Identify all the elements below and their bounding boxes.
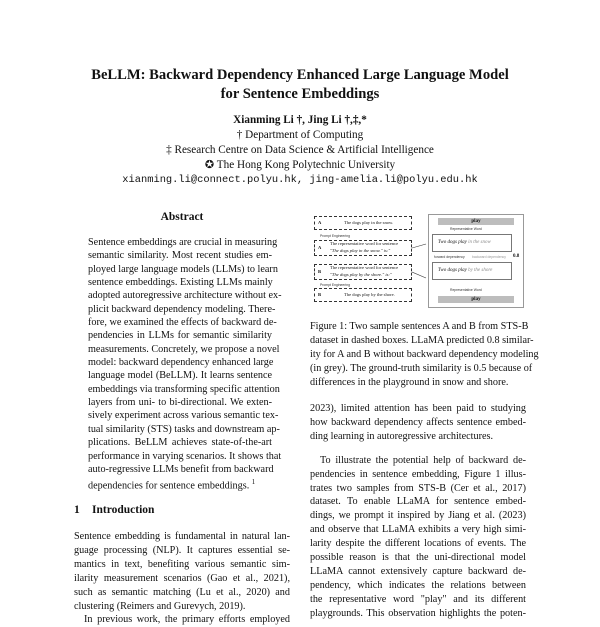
label-a: A — [318, 220, 322, 225]
abstract-line: embeddings via transforming specific attention — [88, 383, 280, 395]
figure-1 — [310, 212, 526, 312]
intro-line: ilarity measurement scenarios (Gao et al., 2021), — [74, 572, 290, 584]
right-line: To illustrate the potential help of backward de- — [320, 454, 526, 466]
right-line: and observe that LLaMA exhibits a very high simi- — [310, 524, 526, 536]
right-line: the representative word "play" and its different — [310, 593, 526, 605]
abstract-last-text: dependencies for sentence embeddings. — [88, 480, 250, 492]
caption-line: dataset in dashed boxes. LLaMA predicted 0.8 similar- — [310, 334, 534, 346]
prompt-a-line-2: "The dogs play in the snow." is:" — [330, 248, 391, 253]
affiliation-2: ‡ Research Centre on Data Science & Artificial Intelligence — [166, 144, 434, 156]
phrase-b-light: by the shore — [468, 268, 493, 273]
prompt-b-line-1: The representative word for sentence — [330, 265, 399, 270]
section-number: 1 — [74, 504, 80, 516]
intro-line: clustering (Reimers and Gurevych, 2019). — [74, 600, 246, 612]
rep-word-bottom-label: Representative Word — [450, 288, 482, 292]
paper-title — [0, 66, 600, 104]
abstract-line: adopted autoregressive architecture without ex- — [88, 290, 282, 302]
abstract-line — [88, 476, 272, 493]
intro-line: such as semantic matching (Lu et al., 2020) and — [74, 586, 290, 598]
abstract-line: Sentence embeddings are crucial in measuring — [88, 237, 278, 248]
abstract-line: fore, we examined the effects of backward de- — [88, 317, 277, 329]
abstract-line: semantic similarity. Most recent studies em- — [88, 250, 272, 262]
abstract-heading: Abstract — [160, 211, 204, 223]
backward-dependency-label: backward dependency — [472, 255, 506, 259]
intro-line: guage processing (NLP). It captures essential se- — [74, 544, 290, 556]
abstract-line: plicit backward dependency modeling. There- — [88, 303, 276, 315]
prompt-a-line-1: The representative word for sentence — [330, 241, 399, 246]
word-top: play — [438, 218, 514, 225]
right-line: LLaMA cannot extensively capture backward de- — [310, 565, 526, 577]
title-line-1: BeLLM: Backward Dependency Enhanced Large Language Model — [91, 67, 509, 83]
footnote-mark[interactable]: 1 — [251, 478, 256, 487]
caption-line: Figure 1: Two sample sentences A and B from STS-B — [310, 321, 529, 332]
phrase-a — [438, 240, 491, 245]
right-line: trates two samples from STS-B (Cer et al., 2017) — [310, 482, 526, 494]
forward-dependency-label: forward dependency — [434, 255, 465, 259]
right-line: pendencies in sentence embedding, Figure 1 illus- — [310, 468, 526, 480]
phrase-b-dark: Two dogs play — [438, 268, 467, 273]
author-block — [0, 113, 600, 188]
intro-line: mantics in text, benefiting various semantic sim- — [74, 558, 290, 570]
prompt-engineering-label-a: Prompt Engineering — [320, 234, 350, 238]
right-line: larity despite the different locations of events. The — [310, 538, 526, 550]
intro-line: Sentence embedding is fundamental in natural lan- — [74, 531, 290, 542]
phrase-b — [438, 268, 492, 273]
section-title: Introduction — [92, 504, 155, 516]
abstract-line: pendencies in LLMs for semantic similarity — [88, 330, 272, 342]
arrows-icon — [412, 212, 428, 312]
label-b-prompt: B — [318, 269, 322, 274]
right-line: pendency, which indicates the relations between — [310, 579, 526, 591]
affiliation-1: † Department of Computing — [236, 129, 364, 141]
abstract-line: sentence embeddings. Existing LLMs mainly — [88, 277, 273, 289]
right-line: ding learning in autoregressive architectures. — [310, 430, 494, 442]
right-line: 2023), limited attention has been paid to studying — [310, 403, 526, 414]
caption-line: (in grey). The ground-truth similarity is 0.5 because of — [310, 362, 533, 374]
abstract-body — [88, 236, 282, 493]
right-column-body — [310, 402, 526, 621]
right-line: possible reason is that the uni-directional model — [310, 552, 526, 564]
figure-1-caption — [310, 320, 539, 390]
abstract-line: model: backward dependency enhanced large — [88, 357, 274, 369]
prompt-b-line-2: "The dogs play by the shore." is:" — [330, 272, 392, 277]
label-a-prompt: A — [318, 245, 322, 250]
right-line: dings, we prompt it inspired by Jiang et al. (2023) — [310, 510, 526, 522]
phrase-a-light: in the snow — [468, 240, 491, 245]
abstract-line: auto-regressive LLMs benefit from backward — [88, 463, 274, 475]
abstract-line: measurements. Concretely, we propose a novel — [88, 343, 280, 355]
rep-word-top-label: Representative Word — [450, 227, 482, 231]
right-line: dataset. To enable LLaMA for sentence embed- — [310, 496, 526, 508]
right-line: playgrounds. This observation highlights the poten- — [310, 607, 526, 619]
right-line: how backward dependency affects sentence embed- — [310, 416, 526, 428]
caption-line: differences in the playground in snow and shore. — [310, 376, 509, 388]
introduction-body — [74, 530, 290, 627]
abstract-line: sively experiment across various semantic tex- — [88, 410, 279, 422]
intro-line: In previous work, the primary efforts employed — [84, 614, 290, 626]
abstract-line: ployed large language models (LLMs) to learn — [88, 263, 278, 275]
affiliation-3: ✪ The Hong Kong Polytechnic University — [204, 159, 396, 171]
abstract-line: layers from uni- to bi-directional. We exten- — [88, 397, 272, 409]
abstract-line: tual similarity (STS) tasks and downstream ap- — [88, 423, 280, 435]
prompt-engineering-label-b: Prompt Engineering — [320, 283, 350, 287]
word-bottom: play — [438, 296, 514, 303]
similarity-score: 0.8 — [513, 254, 520, 259]
sentence-b-text: The dogs play by the shore. — [344, 292, 395, 297]
abstract-line: language model (BeLLM). It learns sentence — [88, 370, 272, 382]
paragraph-gap — [310, 444, 526, 454]
abstract-line: performance in varying scenarios. It shows that — [88, 450, 282, 462]
phrase-a-dark: Two dogs play — [438, 240, 467, 245]
author-names: Xianming Li †, Jing Li †,‡,* — [233, 114, 367, 126]
label-b: B — [318, 292, 322, 297]
caption-line: ity for A and B without backward dependency modeling — [310, 348, 539, 360]
title-line-2: for Sentence Embeddings — [220, 86, 380, 102]
sentence-a-text: The dogs play in the snow. — [344, 220, 394, 225]
author-emails: xianming.li@connect.polyu.hk, jing-amelia.li@polyu.edu.hk — [122, 174, 478, 186]
abstract-line: plications. BeLLM achieves state-of-the-art — [88, 437, 272, 449]
section-heading-introduction — [74, 504, 154, 516]
